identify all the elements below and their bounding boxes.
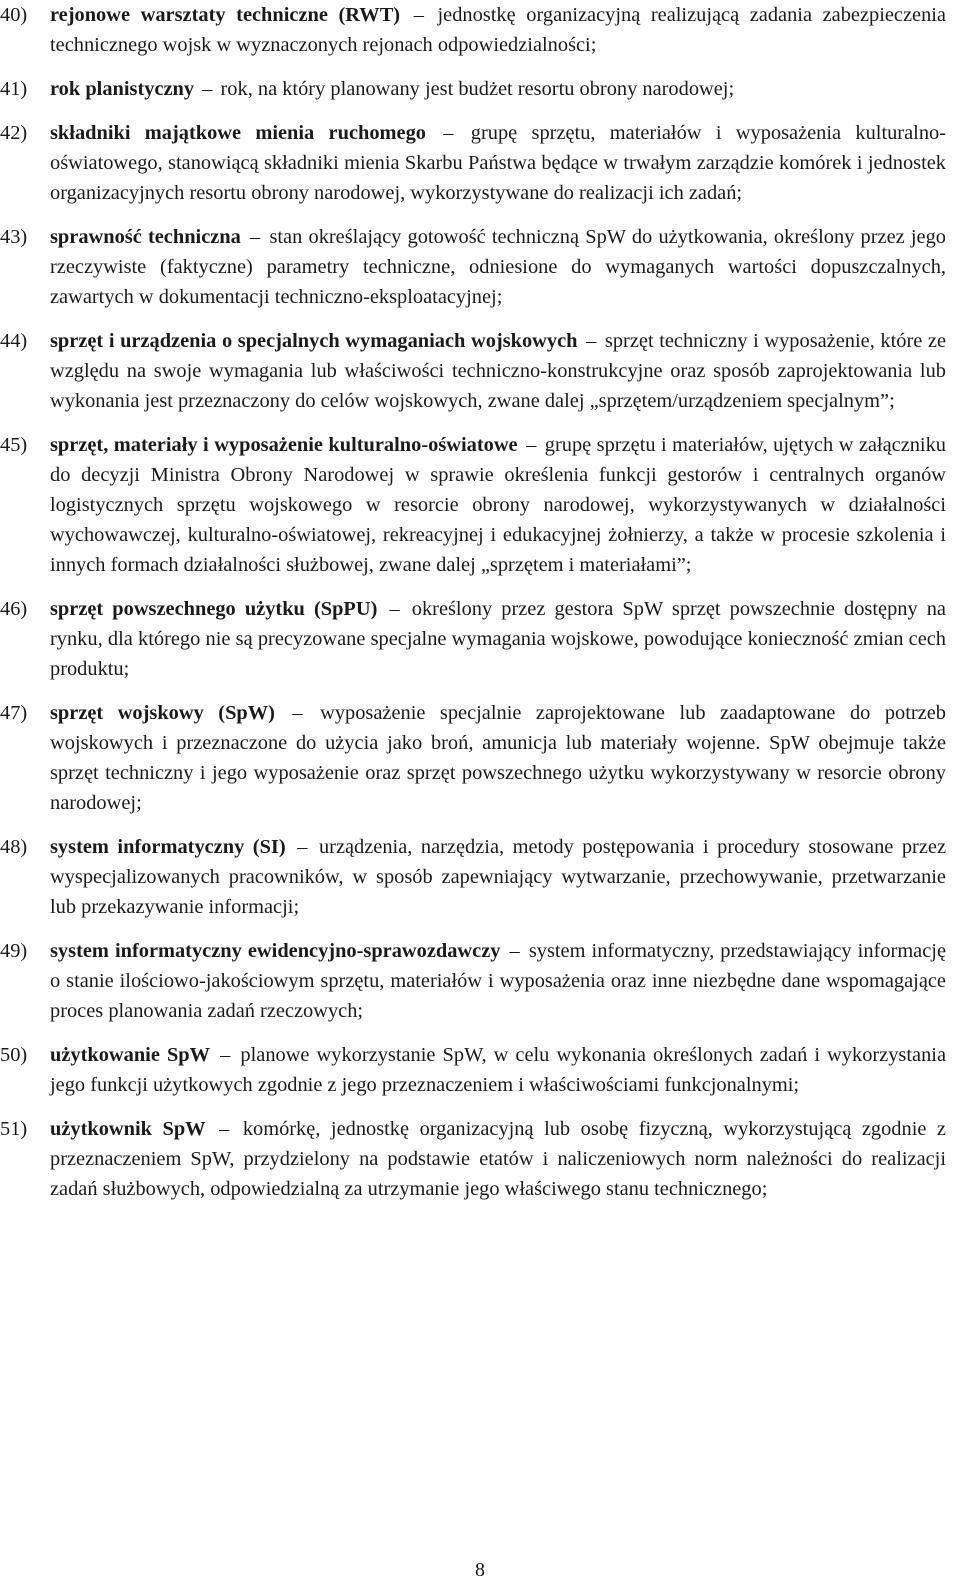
definition-number: 46) bbox=[0, 598, 28, 620]
definition-number: 45) bbox=[0, 434, 28, 456]
definition-item bbox=[0, 118, 946, 208]
definition-text: stan określający gotowość techniczną SpW do użytkowania, określony przez jego rzeczywiste (faktyczne) parametry techniczne, odniesione do wymaganych wartości dopuszczalnych, zawartych w dokumentacji techniczno-eksploatacyjnej; bbox=[50, 226, 946, 308]
definition-number: 41) bbox=[0, 78, 28, 100]
definition-number: 40) bbox=[0, 4, 28, 26]
definition-term: rok planistyczny bbox=[50, 78, 195, 100]
definition-text: grupę sprzętu i materiałów, ujętych w załączniku do decyzji Ministra Obrony Narodowej w sprawie określenia funkcji gestorów i centralnych organów logistycznych sprzętu wojskowego w resorcie obrony narodowej, wykorzystywanych w działalności wychowawczej, kulturalno-oświatowej, rekreacyjnej i edukacyjnej żołnierzy, a także w procesie szkolenia i innych formach działalności służbowej, zwane dalej „sprzętem i materiałami”; bbox=[50, 434, 946, 576]
definition-term: użytkowanie SpW bbox=[50, 1044, 211, 1066]
definition-separator: – bbox=[292, 702, 303, 724]
definition-number: 44) bbox=[0, 330, 28, 352]
definition-text: system informatyczny, przedstawiający informację o stanie ilościowo-jakościowym sprzętu, materiałów i wyposażenia oraz inne niezbędne dane wspomagające proces planowania zadań rzeczowych; bbox=[50, 940, 946, 1022]
definition-text: urządzenia, narzędzia, metody postępowania i procedury stosowane przez wyspecjalizowanych pracowników, w sposób zapewniający wytwarzanie, przechowywanie, przetwarzanie lub przekazywanie informacji; bbox=[50, 836, 946, 918]
definition-item bbox=[0, 222, 946, 312]
definition-separator: – bbox=[443, 122, 454, 144]
definition-term: system informatyczny (SI) bbox=[50, 836, 286, 858]
definition-separator: – bbox=[389, 598, 400, 620]
definition-separator: – bbox=[219, 1118, 230, 1140]
definition-term: system informatyczny ewidencyjno-sprawozdawczy bbox=[50, 940, 501, 962]
definition-item bbox=[0, 832, 946, 922]
definition-separator: – bbox=[220, 1044, 231, 1066]
definition-separator: – bbox=[202, 78, 213, 100]
definition-number: 51) bbox=[0, 1118, 28, 1140]
definition-text: grupę sprzętu, materiałów i wyposażenia kulturalno-oświatowego, stanowiącą składniki mienia Skarbu Państwa będące w trwałym zarządzie komórek i jednostek organizacyjnych resortu obrony narodowej, wykorzystywane do realizacji ich zadań; bbox=[50, 122, 946, 204]
definition-term: sprzęt, materiały i wyposażenie kulturalno-oświatowe bbox=[50, 434, 518, 456]
definition-term: sprawność techniczna bbox=[50, 226, 241, 248]
definition-term: sprzęt powszechnego użytku (SpPU) bbox=[50, 598, 378, 620]
definition-text: określony przez gestora SpW sprzęt powszechnie dostępny na rynku, dla którego nie są precyzowane specjalne wymagania wojskowe, powodujące konieczność zmian cech produktu; bbox=[50, 598, 946, 680]
definition-separator: – bbox=[526, 434, 537, 456]
definition-separator: – bbox=[413, 4, 424, 26]
definition-text: sprzęt techniczny i wyposażenie, które ze względu na swoje wymagania lub właściwości techniczno-konstrukcyjne oraz sposób zaprojektowania lub wykonania jest przeznaczony do celów wojskowych, zwane dalej „sprzętem/urządzeniem specjalnym”; bbox=[50, 330, 946, 412]
definition-item bbox=[0, 430, 946, 580]
definition-item bbox=[0, 1040, 946, 1100]
page-number: 8 bbox=[475, 1559, 485, 1581]
definition-term: składniki majątkowe mienia ruchomego bbox=[50, 122, 426, 144]
definition-separator: – bbox=[297, 836, 308, 858]
definition-item bbox=[0, 74, 946, 104]
definition-text: rok, na który planowany jest budżet resortu obrony narodowej; bbox=[220, 78, 735, 100]
definition-number: 43) bbox=[0, 226, 28, 248]
definition-separator: – bbox=[509, 940, 520, 962]
definition-number: 42) bbox=[0, 122, 28, 144]
definition-item bbox=[0, 594, 946, 684]
definition-number: 48) bbox=[0, 836, 28, 858]
definition-text: komórkę, jednostkę organizacyjną lub osobę fizyczną, wykorzystującą zgodnie z przeznaczeniem SpW, przydzielony na podstawie etatów i naliczeniowych norm należności do realizacji zadań służbowych, odpowiedzialną za utrzymanie jego właściwego stanu technicznego; bbox=[50, 1118, 946, 1200]
definition-term: sprzęt wojskowy (SpW) bbox=[50, 702, 275, 724]
definition-item bbox=[0, 0, 946, 60]
definition-text: jednostkę organizacyjną realizującą zadania zabezpieczenia technicznego wojsk w wyznaczonych rejonach odpowiedzialności; bbox=[50, 4, 946, 56]
definition-text: wyposażenie specjalnie zaprojektowane lub zaadaptowane do potrzeb wojskowych i przeznaczone do użycia jako broń, amunicja lub materiały wojenne. SpW obejmuje także sprzęt techniczny i jego wyposażenie oraz sprzęt powszechnego użytku wykorzystywany w resorcie obrony narodowej; bbox=[50, 702, 946, 814]
definition-number: 47) bbox=[0, 702, 28, 724]
definition-term: rejonowe warsztaty techniczne (RWT) bbox=[50, 4, 401, 26]
definition-number: 49) bbox=[0, 940, 28, 962]
definition-item bbox=[0, 1114, 946, 1204]
definition-separator: – bbox=[586, 330, 597, 352]
definition-item bbox=[0, 326, 946, 416]
definition-text: planowe wykorzystanie SpW, w celu wykonania określonych zadań i wykorzystania jego funkcji użytkowych zgodnie z jego przeznaczeniem i właściwościami funkcjonalnymi; bbox=[50, 1044, 946, 1096]
definition-number: 50) bbox=[0, 1044, 28, 1066]
definition-separator: – bbox=[250, 226, 261, 248]
definition-item bbox=[0, 936, 946, 1026]
definition-term: użytkownik SpW bbox=[50, 1118, 206, 1140]
definition-item bbox=[0, 698, 946, 818]
definition-term: sprzęt i urządzenia o specjalnych wymaganiach wojskowych bbox=[50, 330, 578, 352]
